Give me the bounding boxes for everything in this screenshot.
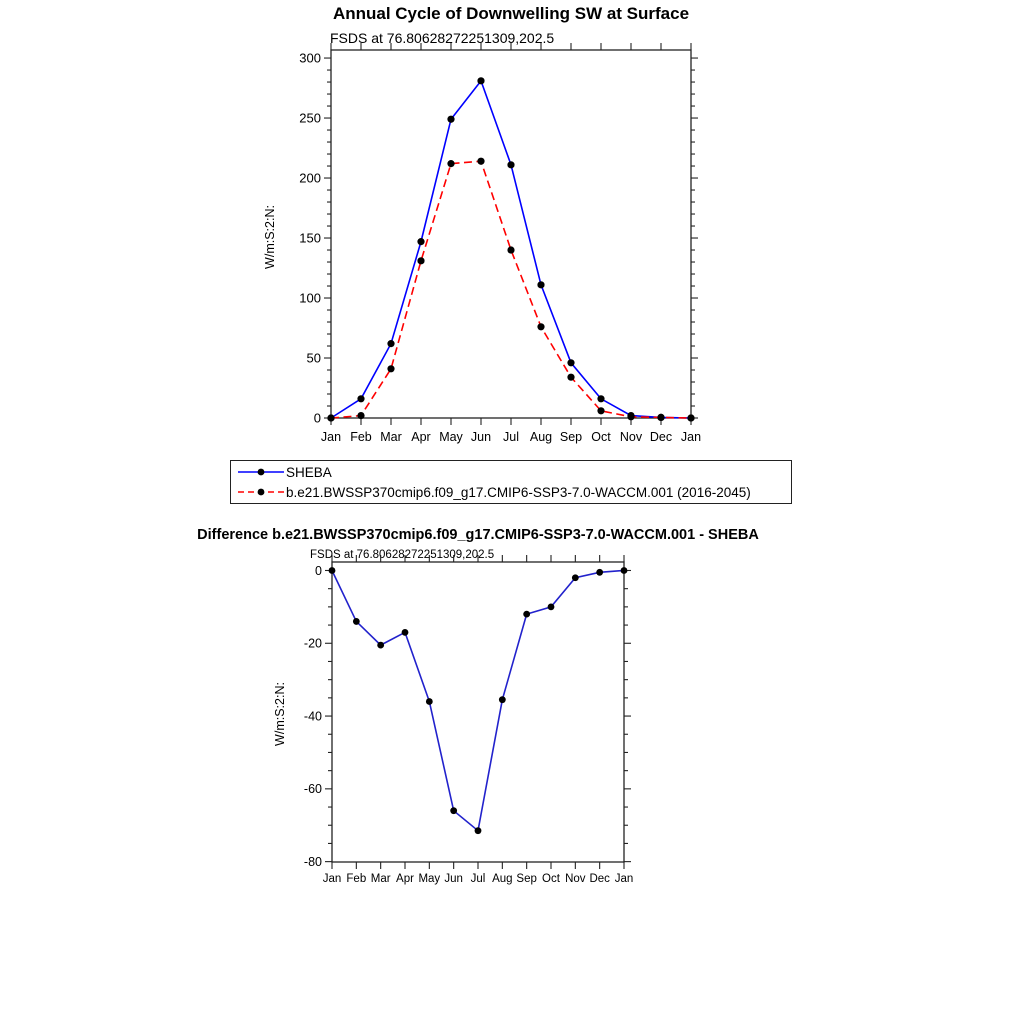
diff-chart-title: Difference b.e21.BWSSP370cmip6.f09_g17.CMIP6-SSP3-7.0-WACCM.001 - SHEBA xyxy=(197,527,759,543)
plot-frame xyxy=(332,562,624,862)
x-tick-label: Jun xyxy=(444,873,463,885)
data-point-marker xyxy=(567,374,574,381)
data-point-marker xyxy=(597,395,604,402)
y-tick-label: 100 xyxy=(299,290,321,306)
x-tick-label: Mar xyxy=(370,873,391,885)
y-tick-label: -40 xyxy=(303,709,322,724)
data-point-marker xyxy=(417,257,424,264)
x-tick-label: Jan xyxy=(680,430,702,444)
data-point-marker xyxy=(537,281,544,288)
data-point-marker xyxy=(402,629,409,636)
x-tick-label: Feb xyxy=(346,873,367,885)
legend-label-model: b.e21.BWSSP370cmip6.f09_g17.CMIP6-SSP3-7.0-WACCM.001 (2016-2045) xyxy=(286,484,751,500)
data-point-marker xyxy=(523,611,530,618)
x-tick-label: May xyxy=(439,430,463,444)
data-point-marker xyxy=(627,413,634,420)
data-point-marker xyxy=(477,77,484,84)
x-tick-label: Sep xyxy=(516,873,537,885)
x-tick-label: Dec xyxy=(649,430,673,444)
x-tick-label: May xyxy=(418,873,441,885)
data-point-marker xyxy=(477,158,484,165)
data-point-marker xyxy=(426,698,433,705)
y-tick-label: 250 xyxy=(299,110,321,126)
data-point-marker xyxy=(447,116,454,123)
x-tick-label: Oct xyxy=(542,873,560,885)
x-tick-label: Jul xyxy=(503,430,519,444)
x-tick-label: Aug xyxy=(492,873,513,885)
x-tick-label: Jun xyxy=(470,430,492,444)
y-tick-label: -20 xyxy=(303,636,322,651)
data-point-marker xyxy=(357,412,364,419)
y-tick-label: 0 xyxy=(313,410,321,426)
top-chart-title: Annual Cycle of Downwelling SW at Surface xyxy=(332,4,690,23)
data-point-marker xyxy=(596,569,603,576)
y-tick-label: 200 xyxy=(299,170,321,186)
legend-item-model xyxy=(237,482,791,502)
x-tick-label: Apr xyxy=(396,873,414,885)
top-chart-subtitle: FSDS at 76.80628272251309,202.5 xyxy=(330,30,555,46)
x-tick-label: Sep xyxy=(559,430,583,444)
x-tick-label: Jan xyxy=(322,873,342,885)
legend-line-sample-sheba xyxy=(237,466,285,478)
x-tick-label: Feb xyxy=(350,430,372,444)
y-tick-label: 300 xyxy=(299,50,321,66)
data-point-marker xyxy=(572,574,579,581)
y-tick-label: -60 xyxy=(303,782,322,797)
x-tick-label: Jul xyxy=(470,873,486,885)
x-tick-label: Oct xyxy=(591,430,611,444)
data-point-marker xyxy=(447,160,454,167)
data-point-marker xyxy=(353,618,360,625)
x-tick-label: Nov xyxy=(565,873,586,885)
data-point-marker xyxy=(621,567,628,574)
y-tick-label: -80 xyxy=(303,855,322,870)
legend-sample-marker xyxy=(258,469,265,476)
data-point-marker xyxy=(597,407,604,414)
y-axis-label: W/m:S:2:N: xyxy=(273,682,287,746)
series-line xyxy=(332,570,624,830)
data-point-marker xyxy=(548,603,555,610)
y-tick-label: 150 xyxy=(299,230,321,246)
data-point-marker xyxy=(537,323,544,330)
data-point-marker xyxy=(475,827,482,834)
data-point-marker xyxy=(499,696,506,703)
legend-item-sheba xyxy=(237,462,791,482)
data-point-marker xyxy=(507,161,514,168)
data-point-marker xyxy=(417,238,424,245)
x-tick-label: Apr xyxy=(411,430,431,444)
x-tick-label: Mar xyxy=(380,430,402,444)
data-point-marker xyxy=(387,340,394,347)
x-tick-label: Nov xyxy=(619,430,643,444)
data-point-marker xyxy=(687,414,694,421)
data-point-marker xyxy=(567,359,574,366)
data-point-marker xyxy=(387,365,394,372)
data-point-marker xyxy=(357,395,364,402)
legend-box xyxy=(230,460,792,504)
plot-frame xyxy=(331,50,691,418)
diff-chart-subtitle: FSDS at 76.80628272251309,202.5 xyxy=(310,549,495,561)
y-tick-label: 50 xyxy=(306,350,321,366)
data-point-marker xyxy=(657,414,664,421)
series-line xyxy=(331,161,691,418)
x-tick-label: Jan xyxy=(614,873,634,885)
legend-line-sample-model xyxy=(237,486,285,498)
data-point-marker xyxy=(329,567,336,574)
y-axis-label: W/m:S:2:N: xyxy=(263,205,277,269)
x-tick-label: Dec xyxy=(589,873,610,885)
x-tick-label: Jan xyxy=(320,430,342,444)
legend-label-sheba: SHEBA xyxy=(286,464,332,480)
x-tick-label: Aug xyxy=(529,430,553,444)
data-point-marker xyxy=(377,642,384,649)
legend-sample-marker xyxy=(258,489,265,496)
y-tick-label: 0 xyxy=(315,563,322,578)
data-point-marker xyxy=(327,414,334,421)
data-point-marker xyxy=(450,807,457,814)
data-point-marker xyxy=(507,246,514,253)
